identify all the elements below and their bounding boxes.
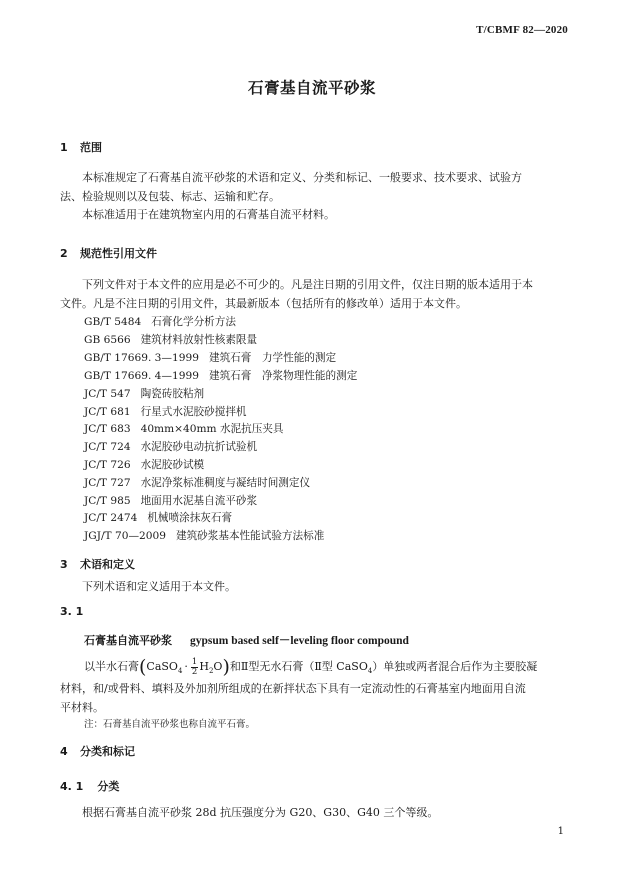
reference-code: JC/T 726 [84, 459, 131, 471]
reference-title: 水泥净浆标准稠度与凝结时间测定仪 [140, 477, 311, 489]
term-entry [84, 632, 409, 648]
page-number: 1 [557, 826, 564, 837]
normative-intro [60, 276, 570, 313]
section-3-heading [60, 556, 135, 572]
reference-item [84, 528, 324, 544]
reference-title: 40mm×40mm 水泥抗压夹具 [140, 423, 284, 435]
reference-item [84, 493, 257, 509]
reference-title: 石膏化学分析方法 [151, 316, 236, 328]
document-title: 石膏基自流平砂浆 [247, 79, 376, 97]
reference-code: GB/T 17669. 4—1999 [84, 370, 199, 382]
section-number: 4. 1 [60, 780, 84, 793]
definition-continuation [60, 680, 570, 717]
section-number: 4 [60, 745, 68, 758]
reference-item [84, 421, 284, 437]
reference-item [84, 386, 204, 402]
section-title: 分类和标记 [80, 745, 135, 758]
reference-title: 建筑材料放射性核素限量 [140, 334, 258, 346]
reference-title: 水泥胶砂电动抗折试验机 [140, 441, 258, 453]
formula-fraction [191, 658, 198, 677]
reference-item [84, 368, 357, 384]
reference-code: JC/T 547 [84, 388, 131, 400]
formula-subscript: 4 [367, 667, 373, 676]
fraction-denominator: 2 [191, 666, 198, 677]
formula-dot: · [184, 660, 188, 673]
scope-paragraph-2: 本标准适用于在建筑物室内用的石膏基自流平材料。 [82, 208, 335, 221]
formula-o: O [213, 660, 223, 673]
reference-item [84, 439, 257, 455]
reference-title: 陶瓷砖胶粘剂 [140, 388, 205, 400]
reference-item [84, 510, 232, 526]
section-2-heading [60, 245, 157, 261]
terms-intro: 下列术语和定义适用于本文件。 [82, 580, 236, 593]
definition-prefix: 以半水石膏 [84, 660, 139, 673]
formula-h: H [199, 660, 209, 673]
definition-line-3: 平材料。 [60, 700, 104, 714]
definition-line-2: 材料，和/或骨料、填料及外加剂所组成的在新拌状态下具有一定流动性的石膏基室内地面用自流 [60, 682, 526, 695]
reference-title: 建筑石膏 净浆物理性能的测定 [208, 370, 358, 382]
scope-paragraph-1 [60, 169, 570, 206]
definition-middle: 和Ⅱ型无水石膏（Ⅱ型 CaSO [229, 660, 368, 673]
reference-item [84, 457, 204, 473]
subsection-4-1-heading [60, 778, 119, 794]
reference-title: 建筑石膏 力学性能的测定 [208, 352, 337, 364]
reference-item [84, 314, 236, 330]
reference-code: JC/T 727 [84, 477, 131, 489]
reference-title: 地面用水泥基自流平砂浆 [140, 495, 258, 507]
section-title: 术语和定义 [80, 558, 135, 571]
definition-suffix: ）单独或两者混合后作为主要胶凝 [372, 660, 538, 673]
formula-subscript: 2 [208, 667, 214, 676]
normative-intro-line-2: 文件。凡是不注日期的引用文件，其最新版本（包括所有的修改单）适用于本文件。 [60, 296, 467, 310]
reference-item [84, 350, 336, 366]
term-english: gypsum based self－leveling floor compound [190, 635, 409, 647]
reference-code: GB/T 17669. 3—1999 [84, 352, 199, 364]
section-number: 3. 1 [60, 605, 84, 618]
scope-line-2: 法、检验规则以及包装、标志、运输和贮存。 [60, 189, 280, 203]
reference-code: GB/T 5484 [84, 316, 142, 328]
term-chinese: 石膏基自流平砂浆 [84, 634, 172, 647]
term-note: 注：石膏基自流平砂浆也称自流平石膏。 [84, 719, 256, 730]
definition-line-1: 以半水石膏(CaSO$_4$ · $\frac{1}{2}$ $H_2O$)和Ⅱ型无水石膏（Ⅱ型 CaSO$_4$）单独或两者混合后作为主要胶凝 [84, 656, 538, 678]
scope-line-1: 本标准规定了石膏基自流平砂浆的术语和定义、分类和标记、一般要求、技术要求、试验方 [82, 171, 522, 184]
section-title: 范围 [80, 141, 102, 154]
normative-intro-line-1: 下列文件对于本文件的应用是必不可少的。凡是注日期的引用文件，仅注日期的版本适用于本 [82, 278, 533, 291]
standard-code: T/CBMF 82—2020 [476, 24, 568, 36]
formula-subscript: 4 [177, 667, 183, 676]
classification-paragraph: 根据石膏基自流平砂浆 28d 抗压强度分为 G20、G30、G40 三个等级。 [82, 806, 439, 819]
formula-caso4: CaSO [146, 660, 178, 673]
reference-item [84, 404, 247, 420]
section-title: 规范性引用文件 [80, 247, 157, 260]
reference-code: GB 6566 [84, 334, 131, 346]
reference-title: 机械喷涂抹灰石膏 [147, 512, 233, 524]
section-title: 分类 [97, 780, 120, 793]
section-number: 3 [60, 558, 68, 571]
reference-code: JGJ/T 70—2009 [84, 530, 166, 542]
reference-code: JC/T 985 [84, 495, 131, 507]
section-1-heading [60, 139, 102, 155]
reference-code: JC/T 724 [84, 441, 131, 453]
reference-code: JC/T 2474 [84, 512, 138, 524]
section-number: 2 [60, 247, 68, 260]
reference-item [84, 332, 257, 348]
reference-code: JC/T 681 [84, 406, 131, 418]
subsection-3-1-heading [60, 605, 83, 618]
reference-code: JC/T 683 [84, 423, 131, 435]
reference-title: 建筑砂浆基本性能试验方法标准 [176, 530, 325, 542]
reference-title: 水泥胶砂试模 [140, 459, 205, 471]
reference-item [84, 475, 310, 491]
fraction-numerator: 1 [191, 656, 198, 667]
section-4-heading [60, 743, 135, 759]
reference-title: 行星式水泥胶砂搅拌机 [140, 406, 247, 418]
section-number: 1 [60, 141, 68, 154]
